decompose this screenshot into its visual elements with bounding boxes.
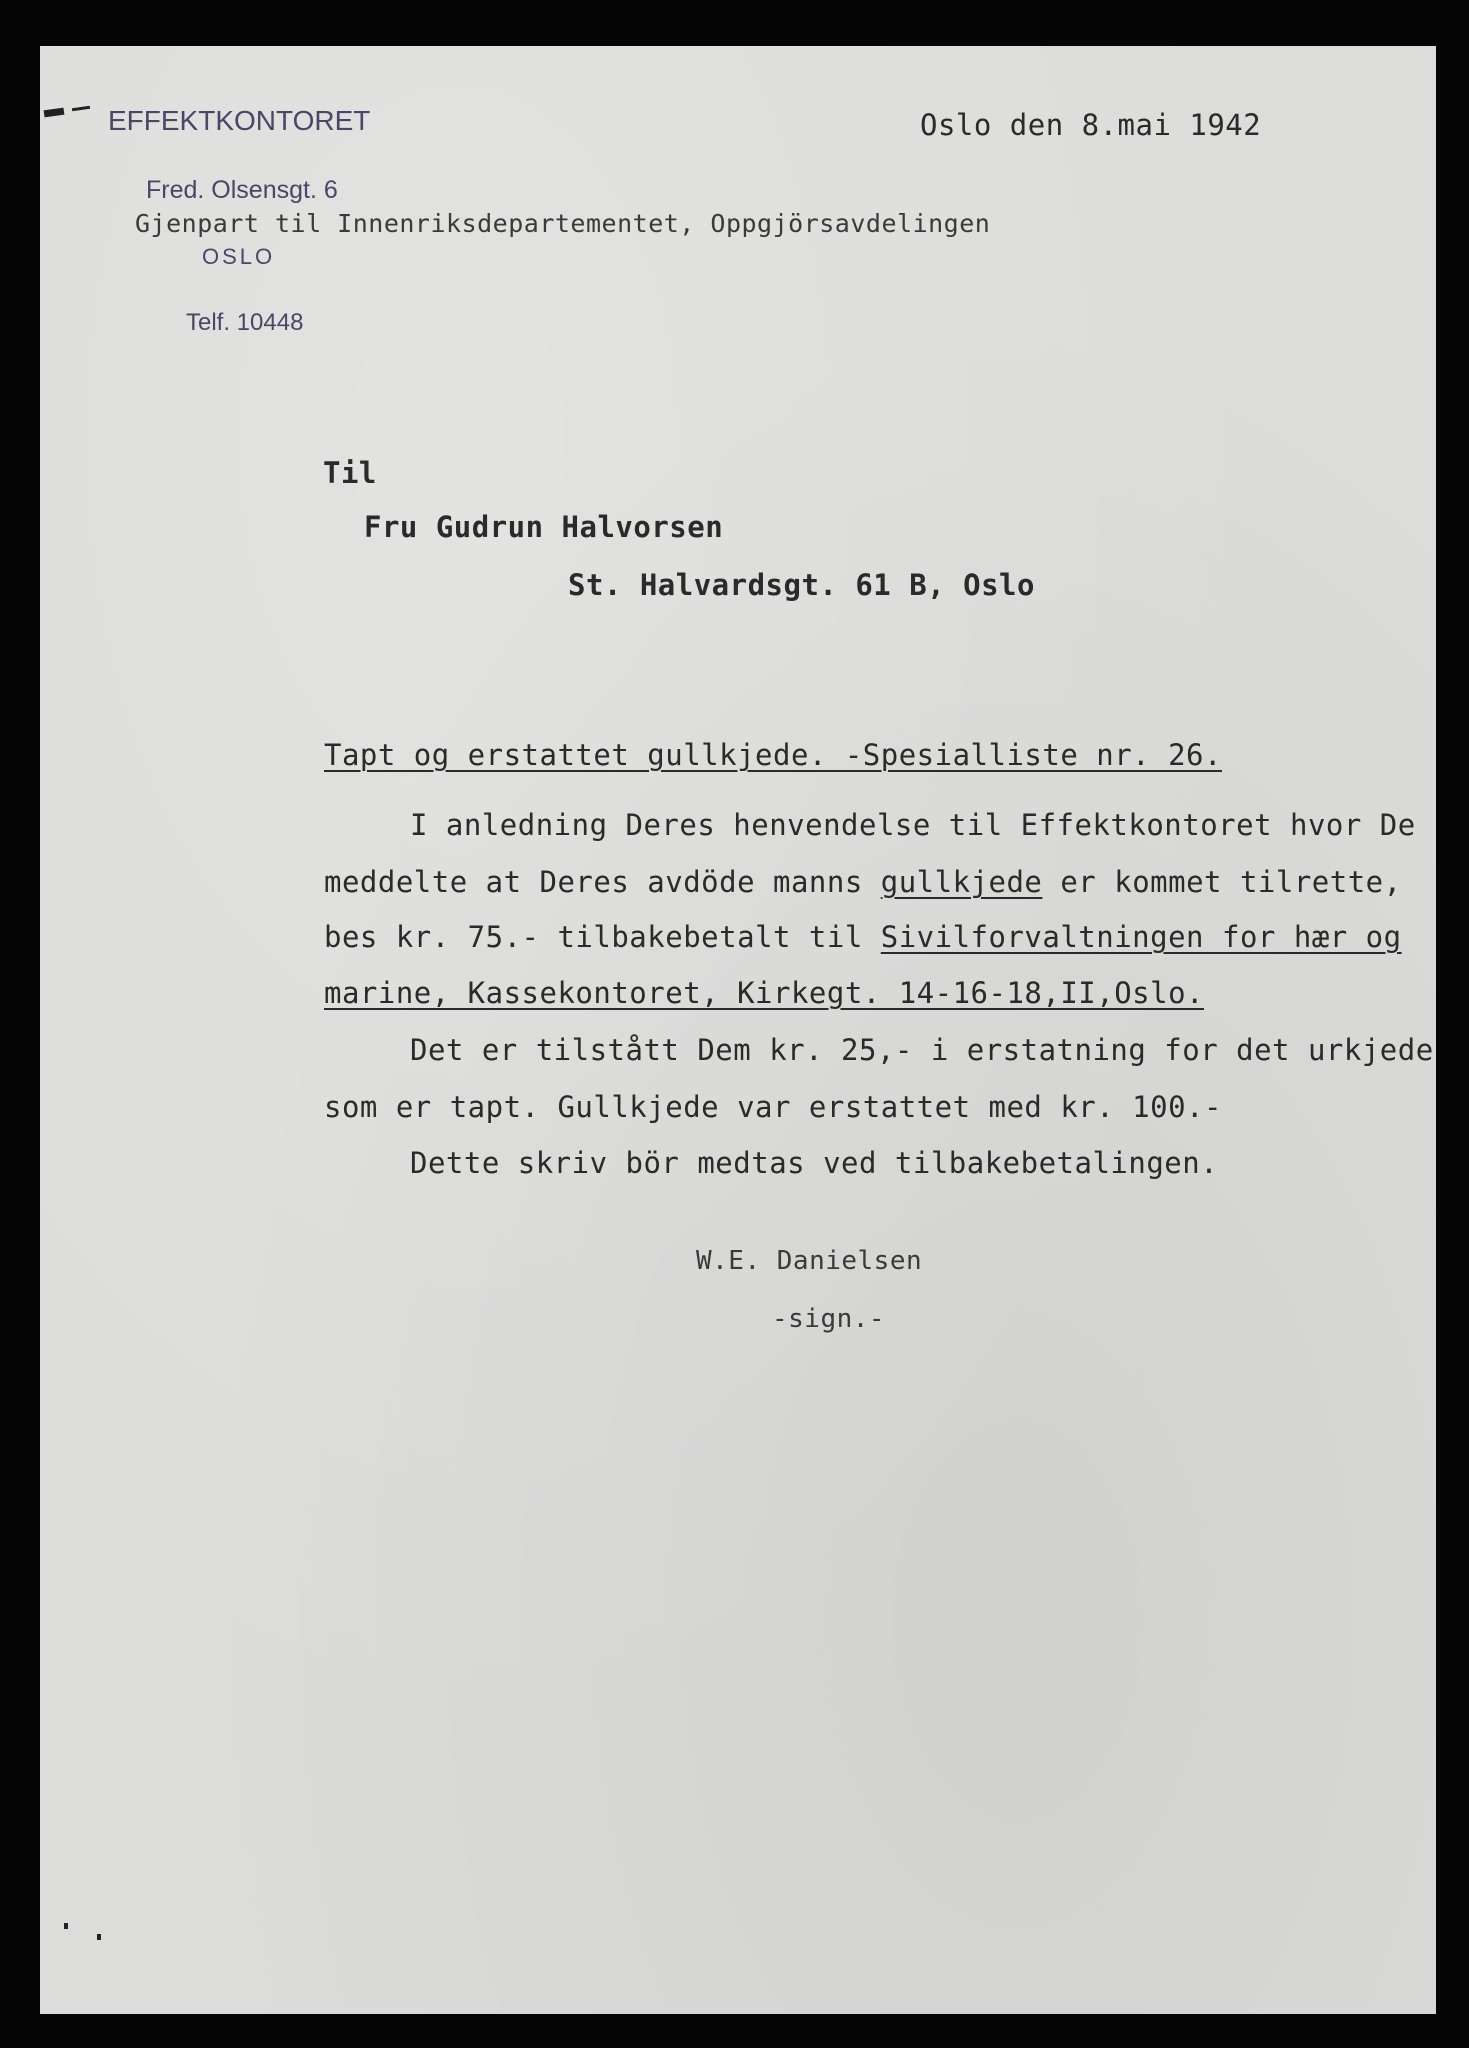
recipient-address: St. Halvardsgt. 61 B, Oslo	[568, 568, 1035, 602]
body-line: Det er tilstått Dem kr. 25,- i erstatning for det urkjede	[410, 1033, 1434, 1067]
body-line	[324, 865, 1402, 899]
copy-note: Gjenpart til Innenriksdepartementet, Oppgjörsavdelingen	[135, 209, 991, 238]
letterhead-phone: Telf. 10448	[186, 309, 304, 336]
body-line: Dette skriv bör medtas ved tilbakebetalingen.	[410, 1146, 1219, 1180]
body-underlined-text: Sivilforvaltningen for hær og	[880, 920, 1402, 954]
subject-line: Tapt og erstattet gullkjede. -Spesialliste nr. 26.	[324, 738, 1222, 772]
body-line: marine, Kassekontoret, Kirkegt. 14-16-18,II,Oslo.	[324, 976, 1205, 1010]
stray-mark	[64, 1923, 68, 1929]
letterhead-city: OSLO	[202, 244, 276, 269]
body-text: meddelte at Deres avdöde manns	[324, 865, 881, 899]
body-line: som er tapt. Gullkjede var erstattet med kr. 100.-	[324, 1090, 1222, 1124]
signature-name: W.E. Danielsen	[696, 1246, 923, 1276]
body-text: er kommet tilrette,	[1042, 865, 1402, 899]
body-text: bes kr. 75.- tilbakebetalt til	[324, 920, 881, 954]
recipient-name: Fru Gudrun Halvorsen	[364, 510, 724, 544]
signature-sign: -sign.-	[772, 1304, 886, 1334]
body-line: I anledning Deres henvendelse til Effektkontoret hvor De	[410, 808, 1416, 842]
body-line	[324, 920, 1402, 954]
stray-mark	[97, 1934, 101, 1940]
date-line: Oslo den 8.mai 1942	[920, 108, 1262, 142]
recipient-to: Til	[323, 456, 377, 490]
letterhead-name: EFFEKTKONTORET	[108, 105, 371, 136]
body-underlined-text: gullkjede	[880, 865, 1043, 899]
letterhead-street: Fred. Olsensgt. 6	[146, 176, 338, 204]
